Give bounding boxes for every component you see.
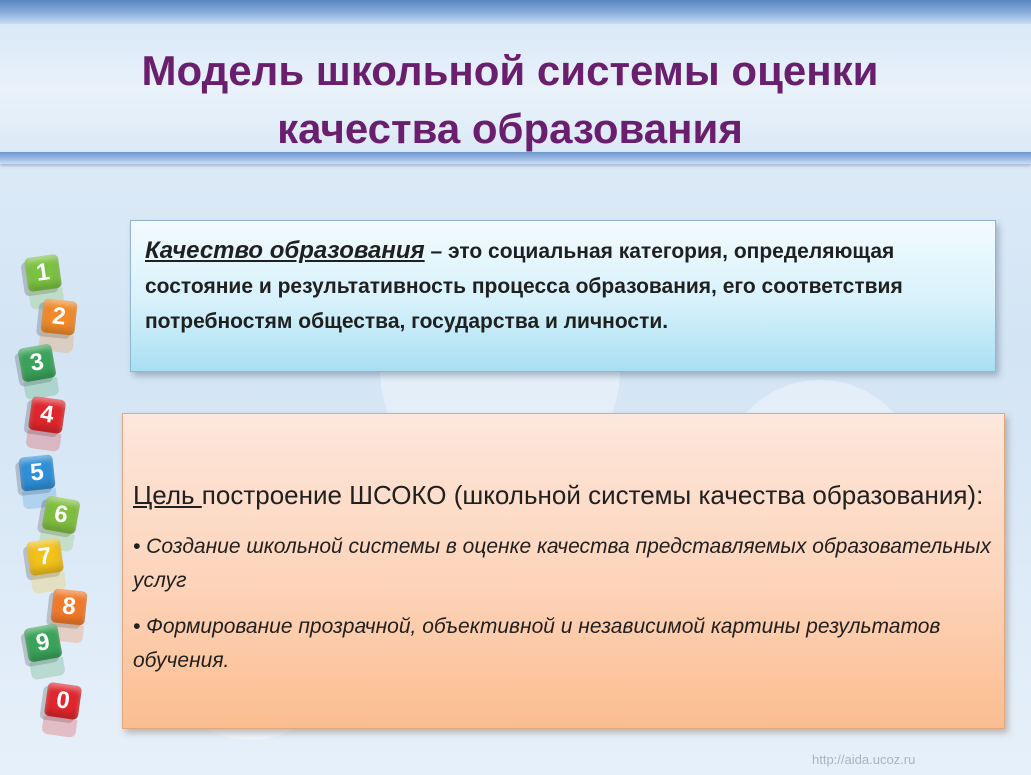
definition-text: – это социальная категория, определяющая состояние и результативность процесса образования, его соответствия потребностям общества, государства и личности. xyxy=(145,240,903,333)
number-cube: 2 xyxy=(40,298,77,335)
top-bar xyxy=(0,0,1031,24)
goal-bullet: • Создание школьной системы в оценке качества представляемых образовательных услуг xyxy=(133,535,991,592)
number-cube: 7 xyxy=(26,538,64,576)
cube-reflection xyxy=(25,429,61,452)
definition-term: Качество образования xyxy=(145,237,425,264)
number-cube: 6 xyxy=(41,495,80,534)
cube-reflection xyxy=(41,715,77,738)
number-cube: 4 xyxy=(28,396,66,434)
number-cube: 0 xyxy=(44,682,82,720)
goal-label: Цель xyxy=(133,480,202,510)
goal-bullet: • Формирование прозрачной, объективной и независимой картины результатов обучения. xyxy=(133,615,941,672)
number-cube: 8 xyxy=(50,588,87,625)
number-cube: 5 xyxy=(18,454,55,491)
number-cube: 3 xyxy=(17,343,56,382)
cube-reflection xyxy=(29,657,66,681)
slide-title xyxy=(60,42,960,158)
goal-box xyxy=(122,413,1005,729)
goal-heading-text: построение ШСОКО (школьной системы качества образования): xyxy=(201,480,984,510)
goal-heading xyxy=(133,476,994,514)
source-url: http://aida.ucoz.ru xyxy=(812,752,916,767)
title-line-1: Модель школьной системы оценки xyxy=(141,47,879,94)
number-cube: 1 xyxy=(24,254,62,292)
number-cube: 9 xyxy=(23,623,62,662)
definition-box xyxy=(130,220,996,372)
title-line-2: качества образования xyxy=(277,105,743,152)
